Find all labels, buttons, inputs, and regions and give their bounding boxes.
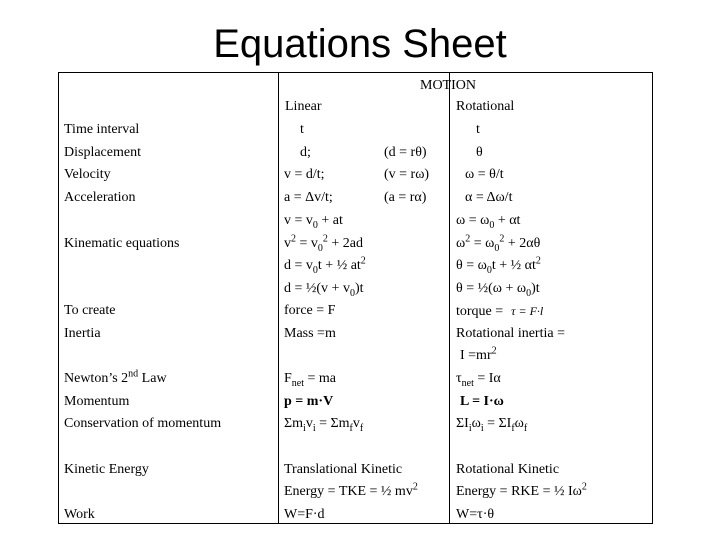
label-velocity: Velocity (64, 167, 111, 182)
linear-displacement: d; (300, 145, 311, 160)
rotational-time: t (476, 122, 480, 137)
header-rotational: Rotational (456, 99, 515, 114)
label-kinetic-energy: Kinetic Energy (64, 462, 149, 477)
label-momentum: Momentum (64, 394, 130, 409)
linear-kinetic-energy-1: Translational Kinetic (284, 462, 403, 477)
rotational-velocity: ω = θ/t (465, 167, 504, 182)
linear-newtons-law: $F_{net}$ = ma (284, 371, 337, 389)
linear-work: W=F·d (284, 507, 325, 522)
rotational-work: W=τ·θ (456, 507, 495, 522)
label-displacement: Displacement (64, 145, 141, 160)
label-to-create: To create (64, 303, 116, 318)
rotational-displacement: θ (476, 145, 483, 160)
linear-kinematic-2: $v^2 = v_0^2 + 2ad$ (284, 233, 364, 254)
rotational-momentum: L = I·ω (460, 394, 504, 409)
relation-acceleration: (a = rα) (384, 190, 427, 205)
label-time-interval: Time interval (64, 122, 140, 137)
rotational-inertia-2: $I =mr^2$ (460, 345, 497, 363)
label-conservation-of-momentum: Conservation of momentum (64, 416, 222, 431)
rotational-inertia-1: Rotational inertia = (456, 326, 565, 341)
rotational-acceleration: α = Δω/t (465, 190, 513, 205)
linear-kinetic-energy-2: Energy = TKE = ½ $mv^2$ (284, 481, 418, 499)
rotational-kinematic-3: $\theta = \omega_0t$ + ½ $\alpha t^2$ (456, 255, 541, 276)
linear-time: t (300, 122, 304, 137)
page-title: Equations Sheet (213, 22, 507, 66)
rotational-conservation: $\Sigma I_i\omega_i = \Sigma I_f\omega_f$ (456, 416, 528, 434)
rotational-torque: torque = τ = F·l (456, 304, 544, 319)
label-inertia: Inertia (64, 326, 101, 341)
rotational-kinetic-energy-1: Rotational Kinetic (456, 462, 560, 477)
rotational-kinematic-1: $\omega = \omega_0 + \alpha t$ (456, 213, 521, 231)
label-work: Work (64, 507, 95, 522)
rotational-kinematic-2: $\omega^2 = \omega_0^2 + 2\alpha\theta$ (456, 233, 541, 254)
rotational-kinematic-4: θ = ½(ω + $\omega_0)t$ (456, 281, 540, 299)
linear-velocity: v = d/t; (284, 167, 325, 182)
header-motion: MOTION (420, 78, 476, 93)
rotational-kinetic-energy-2: Energy = RKE = ½ $I\omega^2$ (456, 481, 587, 499)
column-divider-rotational (449, 72, 450, 524)
rotational-newtons-law: $\tau_{net} = I\alpha$ (456, 371, 501, 389)
equations-table (58, 72, 653, 524)
column-divider-linear (278, 72, 279, 524)
linear-conservation: $\Sigma m_iv_i = \Sigma m_fv_f$ (284, 416, 364, 434)
header-linear: Linear (285, 99, 322, 114)
linear-momentum: p = m·V (284, 394, 334, 409)
linear-mass: Mass =m (284, 326, 336, 341)
linear-kinematic-3: $d = v_0t$ + ½ $at^2$ (284, 255, 366, 276)
relation-displacement: (d = rθ) (384, 145, 427, 160)
label-kinematic-equations: Kinematic equations (64, 236, 180, 251)
linear-force: force = F (284, 303, 336, 318)
label-newtons-second-law: Newton’s 2nd Law (64, 368, 167, 386)
linear-kinematic-1: $v = v_0$ + at (284, 213, 343, 231)
linear-acceleration: a = Δv/t; (284, 190, 333, 205)
linear-kinematic-4: d = ½(v + $v_0)t$ (284, 281, 364, 299)
relation-velocity: (v = rω) (384, 167, 430, 182)
label-acceleration: Acceleration (64, 190, 136, 205)
torque-formula: τ = F·l (511, 304, 544, 318)
